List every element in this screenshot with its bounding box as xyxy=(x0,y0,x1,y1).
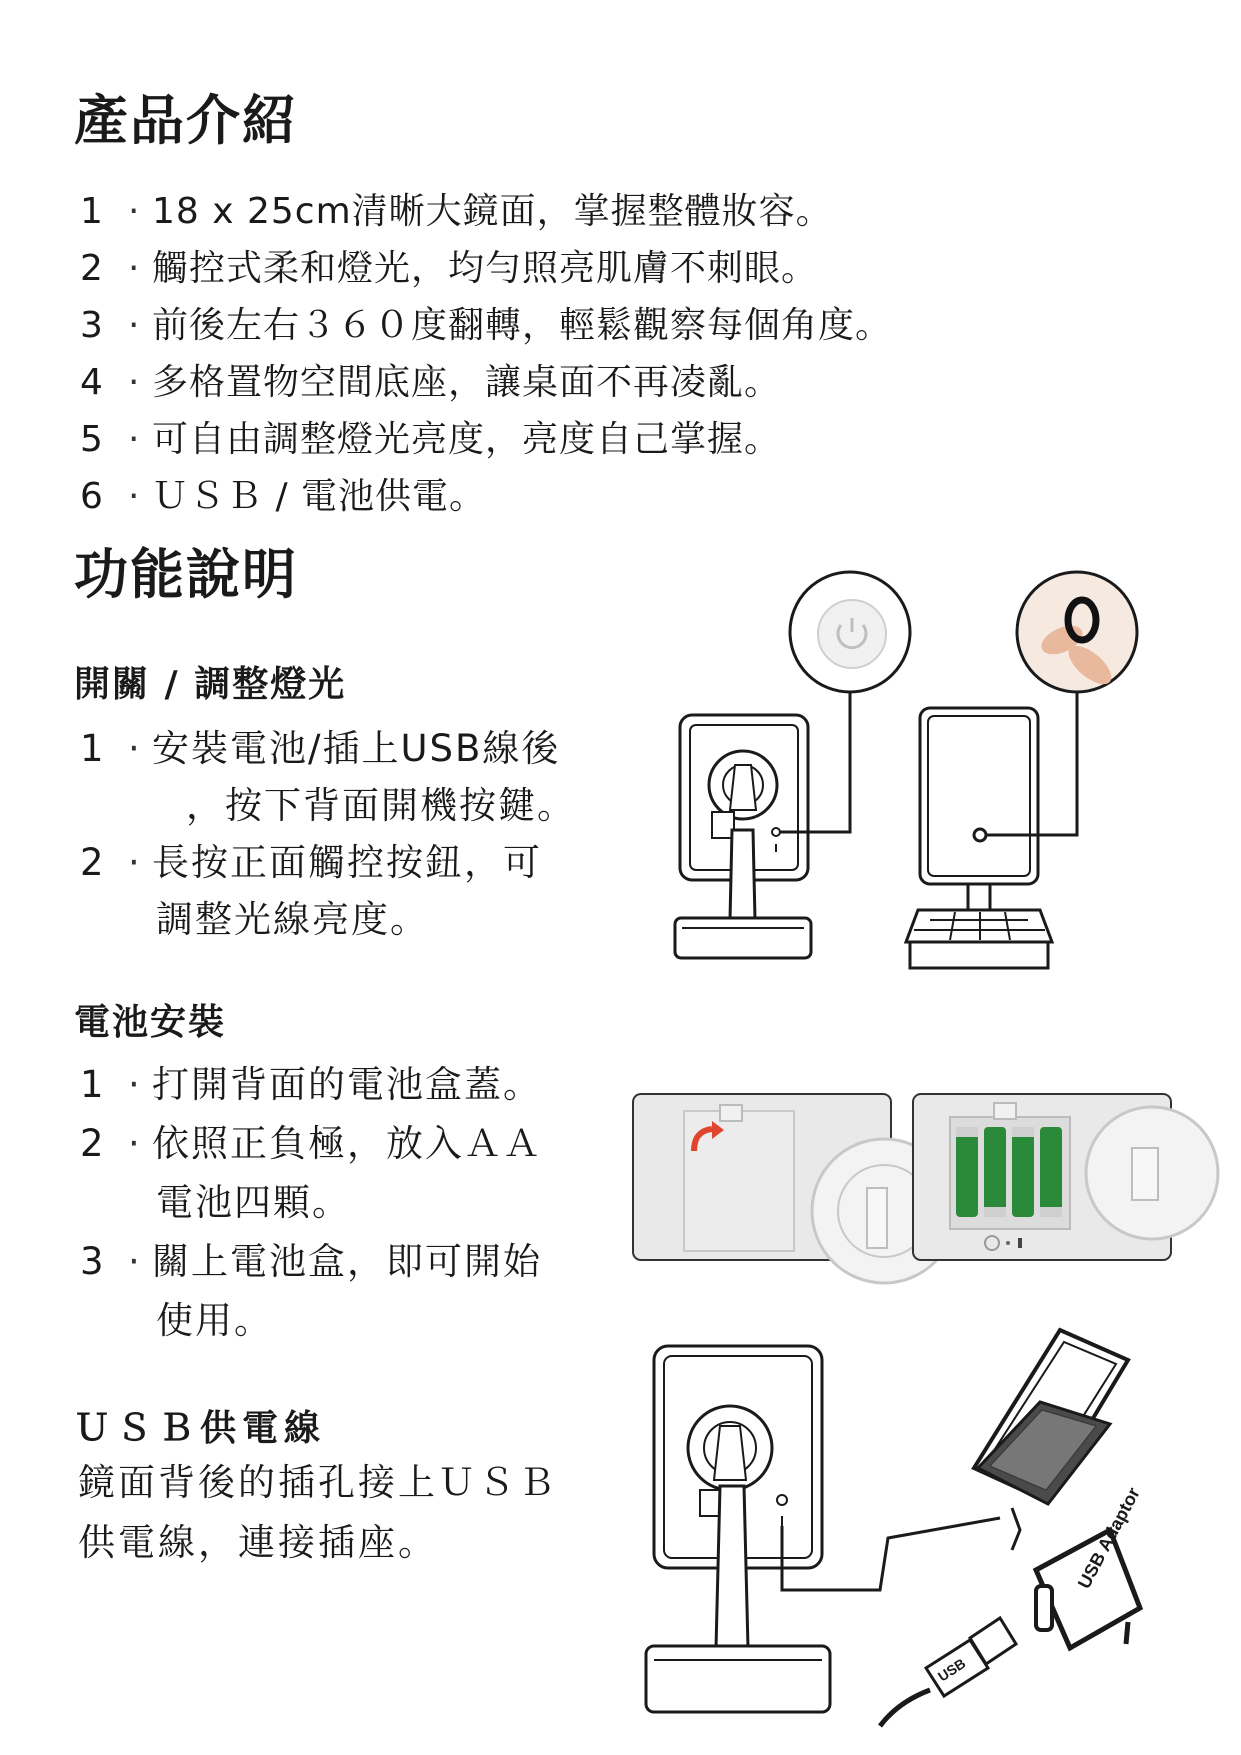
intro-item: 5 · 可自由調整燈光亮度，亮度自己掌握。 xyxy=(80,419,782,460)
intro-item: 6 · ＵＳＢ / 電池供電。 xyxy=(80,476,487,517)
usb-heading: ＵＳＢ供電線 xyxy=(74,1408,327,1449)
mirror-back-illustration xyxy=(660,570,920,970)
intro-item: 1 · 18 x 25cm清晰大鏡面，掌握整體妝容。 xyxy=(80,191,833,232)
battery-item-cont: 電池四顆。 xyxy=(156,1181,351,1224)
battery-heading: 電池安裝 xyxy=(74,1002,227,1043)
adapter-label: USB Adaptor xyxy=(1073,1484,1144,1592)
usb-text: 供電線，連接插座。 xyxy=(78,1521,438,1564)
intro-item: 4 · 多格置物空間底座，讓桌面不再凌亂。 xyxy=(80,362,782,403)
battery-item: 2 · 依照正負極，放入ＡＡ xyxy=(80,1122,542,1165)
battery-item: 1 · 打開背面的電池盒蓋。 xyxy=(80,1063,542,1106)
switch-item: 1 · 安裝電池/插上USB線後 xyxy=(80,727,561,770)
switch-item: 2 · 長按正面觸控按鈕，可 xyxy=(80,841,542,884)
intro-item: 2 · 觸控式柔和燈光，均勻照亮肌膚不刺眼。 xyxy=(80,248,819,289)
intro-title: 產品介紹 xyxy=(74,89,298,152)
battery-item: 3 · 關上電池盒，即可開始 xyxy=(80,1240,542,1283)
function-title: 功能說明 xyxy=(74,543,298,606)
mirror-front-illustration xyxy=(900,570,1160,970)
battery-cover-photo xyxy=(632,1093,892,1261)
battery-installed-photo xyxy=(912,1093,1172,1261)
intro-item: 3 · 前後左右３６０度翻轉，輕鬆觀察每個角度。 xyxy=(80,305,893,346)
battery-item-cont: 使用。 xyxy=(156,1299,273,1342)
switch-item-cont: ，按下背面開機按鍵。 xyxy=(186,784,576,827)
switch-heading: 開關 / 調整燈光 xyxy=(74,664,347,705)
usb-connection-illustration xyxy=(640,1318,1160,1728)
switch-item-cont: 調整光線亮度。 xyxy=(156,898,429,941)
usb-plug-label: USB xyxy=(934,1654,969,1685)
usb-text: 鏡面背後的插孔接上ＵＳＢ xyxy=(78,1461,558,1504)
